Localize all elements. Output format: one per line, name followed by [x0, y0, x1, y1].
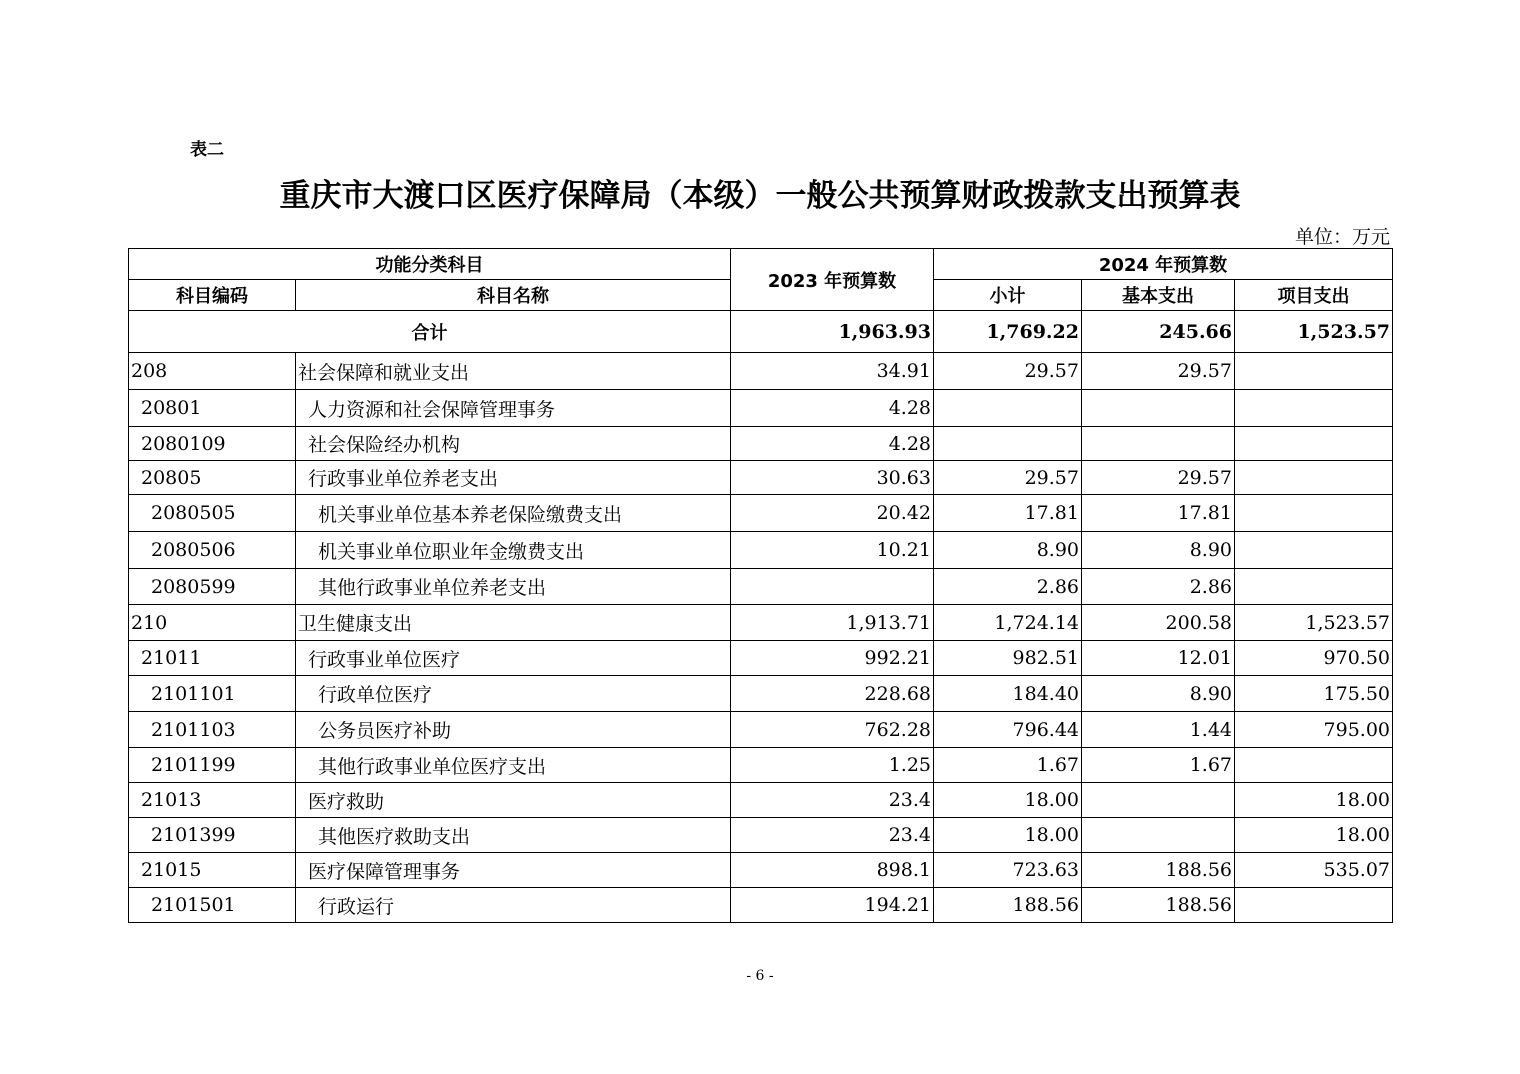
row-subtotal: 29.57 [934, 353, 1082, 390]
row-basic: 2.86 [1082, 569, 1235, 605]
table-row [129, 532, 1393, 569]
header-name: 科目名称 [296, 280, 731, 311]
row-subtotal: 17.81 [934, 495, 1082, 532]
row-basic: 12.01 [1082, 641, 1235, 676]
row-basic: 1.44 [1082, 712, 1235, 748]
header-project: 项目支出 [1235, 280, 1393, 311]
row-project: 795.00 [1235, 712, 1393, 748]
table-row [129, 461, 1393, 495]
row-name: 行政事业单位医疗 [296, 641, 731, 676]
header-func-category: 功能分类科目 [129, 249, 731, 280]
row-subtotal: 796.44 [934, 712, 1082, 748]
table-row [129, 641, 1393, 676]
row-name: 公务员医疗补助 [296, 712, 731, 748]
row-name: 医疗救助 [296, 783, 731, 818]
row-project [1235, 888, 1393, 923]
row-project: 1,523.57 [1235, 605, 1393, 641]
row-code: 21011 [129, 641, 296, 676]
row-basic: 200.58 [1082, 605, 1235, 641]
row-code: 2101101 [129, 676, 296, 712]
page-number: - 6 - [746, 968, 774, 984]
row-code: 2080109 [129, 427, 296, 461]
total-2023: 1,963.93 [731, 311, 934, 353]
unit-label: 单位：万元 [1294, 226, 1390, 248]
row-name: 其他医疗救助支出 [296, 818, 731, 853]
row-basic: 29.57 [1082, 461, 1235, 495]
row-name: 医疗保障管理事务 [296, 853, 731, 888]
row-2023: 1,913.71 [731, 605, 934, 641]
row-2023: 762.28 [731, 712, 934, 748]
row-2023: 20.42 [731, 495, 934, 532]
row-code: 2080506 [129, 532, 296, 569]
row-project [1235, 495, 1393, 532]
row-subtotal [934, 427, 1082, 461]
row-code: 20805 [129, 461, 296, 495]
row-basic: 29.57 [1082, 353, 1235, 390]
total-basic: 245.66 [1082, 311, 1235, 353]
table-row [129, 427, 1393, 461]
table-row [129, 495, 1393, 532]
total-project: 1,523.57 [1235, 311, 1393, 353]
row-2023: 992.21 [731, 641, 934, 676]
row-project [1235, 427, 1393, 461]
row-name: 社会保险经办机构 [296, 427, 731, 461]
total-subtotal: 1,769.22 [934, 311, 1082, 353]
row-basic: 17.81 [1082, 495, 1235, 532]
table-row [129, 853, 1393, 888]
row-project [1235, 748, 1393, 783]
row-basic: 188.56 [1082, 853, 1235, 888]
row-2023: 898.1 [731, 853, 934, 888]
row-code: 2080505 [129, 495, 296, 532]
table-row [129, 605, 1393, 641]
row-subtotal: 1,724.14 [934, 605, 1082, 641]
header-budget-2023: 2023 年预算数 [731, 249, 934, 311]
table-row [129, 888, 1393, 923]
row-subtotal: 188.56 [934, 888, 1082, 923]
doc-label: 表二 [190, 140, 224, 160]
row-2023: 228.68 [731, 676, 934, 712]
table-row [129, 818, 1393, 853]
row-basic [1082, 818, 1235, 853]
row-2023: 1.25 [731, 748, 934, 783]
header-row-1 [129, 249, 1393, 280]
header-basic: 基本支出 [1082, 280, 1235, 311]
row-subtotal: 982.51 [934, 641, 1082, 676]
row-code: 208 [129, 353, 296, 390]
page-title: 重庆市大渡口区医疗保障局（本级）一般公共预算财政拨款支出预算表 [279, 178, 1241, 214]
row-project [1235, 390, 1393, 427]
table-row [129, 783, 1393, 818]
row-basic: 8.90 [1082, 676, 1235, 712]
row-project [1235, 569, 1393, 605]
row-subtotal: 18.00 [934, 783, 1082, 818]
header-budget-2024: 2024 年预算数 [934, 249, 1393, 280]
table-row [129, 676, 1393, 712]
table-row [129, 390, 1393, 427]
header-subtotal: 小计 [934, 280, 1082, 311]
row-name: 行政单位医疗 [296, 676, 731, 712]
row-project [1235, 532, 1393, 569]
row-2023: 194.21 [731, 888, 934, 923]
table-row [129, 748, 1393, 783]
row-name: 机关事业单位职业年金缴费支出 [296, 532, 731, 569]
row-code: 21013 [129, 783, 296, 818]
row-2023: 4.28 [731, 390, 934, 427]
row-project [1235, 461, 1393, 495]
row-subtotal: 184.40 [934, 676, 1082, 712]
row-project: 175.50 [1235, 676, 1393, 712]
row-basic: 8.90 [1082, 532, 1235, 569]
header-code: 科目编码 [129, 280, 296, 311]
row-basic [1082, 427, 1235, 461]
row-basic: 188.56 [1082, 888, 1235, 923]
row-subtotal: 29.57 [934, 461, 1082, 495]
row-code: 2080599 [129, 569, 296, 605]
row-name: 社会保障和就业支出 [296, 353, 731, 390]
row-2023: 34.91 [731, 353, 934, 390]
row-project: 535.07 [1235, 853, 1393, 888]
row-name: 行政运行 [296, 888, 731, 923]
row-2023: 23.4 [731, 818, 934, 853]
row-basic [1082, 783, 1235, 818]
table-row [129, 353, 1393, 390]
table-row [129, 569, 1393, 605]
row-subtotal: 18.00 [934, 818, 1082, 853]
row-project: 970.50 [1235, 641, 1393, 676]
row-2023: 30.63 [731, 461, 934, 495]
row-subtotal: 1.67 [934, 748, 1082, 783]
row-code: 210 [129, 605, 296, 641]
row-name: 机关事业单位基本养老保险缴费支出 [296, 495, 731, 532]
total-label: 合计 [129, 311, 731, 353]
row-2023: 4.28 [731, 427, 934, 461]
row-project [1235, 353, 1393, 390]
row-name: 卫生健康支出 [296, 605, 731, 641]
row-name: 其他行政事业单位医疗支出 [296, 748, 731, 783]
row-name: 其他行政事业单位养老支出 [296, 569, 731, 605]
row-code: 2101501 [129, 888, 296, 923]
row-code: 2101199 [129, 748, 296, 783]
row-name: 行政事业单位养老支出 [296, 461, 731, 495]
row-subtotal: 723.63 [934, 853, 1082, 888]
row-subtotal: 2.86 [934, 569, 1082, 605]
row-code: 2101103 [129, 712, 296, 748]
row-subtotal: 8.90 [934, 532, 1082, 569]
row-project: 18.00 [1235, 818, 1393, 853]
row-project: 18.00 [1235, 783, 1393, 818]
row-subtotal [934, 390, 1082, 427]
row-2023 [731, 569, 934, 605]
row-2023: 23.4 [731, 783, 934, 818]
budget-table [128, 248, 1393, 923]
row-code: 21015 [129, 853, 296, 888]
row-2023: 10.21 [731, 532, 934, 569]
row-code: 2101399 [129, 818, 296, 853]
row-basic: 1.67 [1082, 748, 1235, 783]
row-name: 人力资源和社会保障管理事务 [296, 390, 731, 427]
table-row [129, 712, 1393, 748]
row-basic [1082, 390, 1235, 427]
row-code: 20801 [129, 390, 296, 427]
total-row [129, 311, 1393, 353]
